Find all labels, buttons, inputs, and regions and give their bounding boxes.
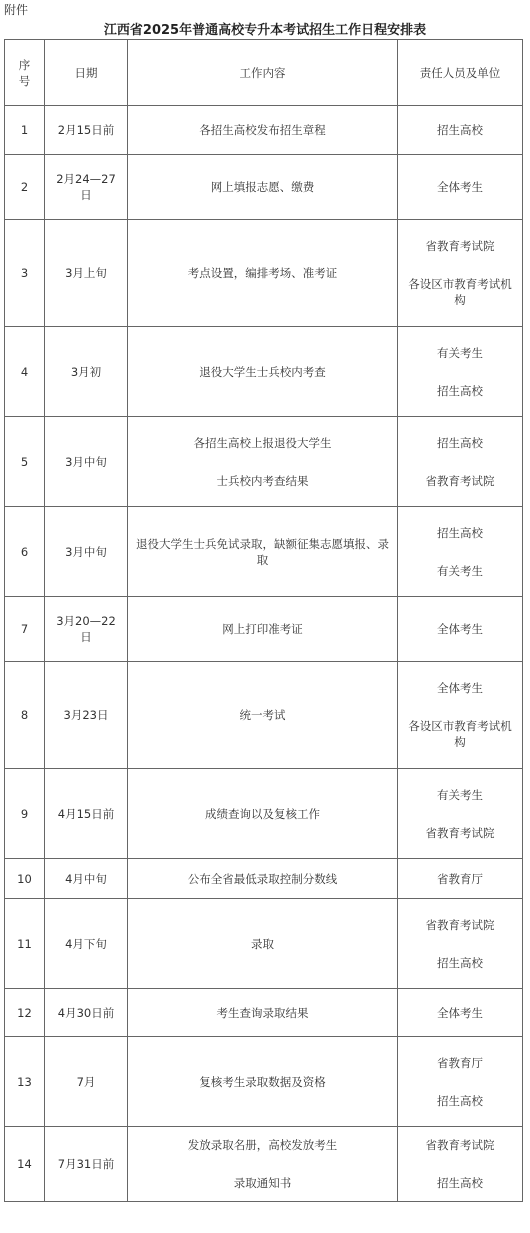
row-unit [398,899,523,989]
row-unit-line: 招生高校 [437,1176,483,1190]
row-unit [398,106,523,155]
row-unit-line: 招生高校 [437,525,483,540]
row-task [128,327,398,417]
row-number: 4 [5,327,45,417]
row-unit-line: 省教育考试院 [425,917,495,932]
row-task [128,220,398,327]
header-task: 工作内容 [128,40,398,106]
table-row [5,597,523,662]
row-number: 11 [5,899,45,989]
table-row [5,1127,523,1202]
row-date: 7月 [45,1037,128,1127]
row-date: 2月24—27日 [45,155,128,220]
table-row [5,507,523,597]
document-title: 江西省2025年普通高校专升本考试招生工作日程安排表 [103,23,427,38]
header-unit: 责任人员及单位 [398,40,523,106]
row-task-line: 录取通知书 [233,1176,292,1190]
row-unit-line: 全体考生 [437,1005,483,1020]
row-number: 14 [5,1127,45,1202]
row-number: 1 [5,106,45,155]
row-unit-line: 有关考生 [437,345,483,360]
row-task-line: 成绩查询以及复核工作 [205,806,320,821]
row-unit [398,155,523,220]
row-task-line: 退役大学生士兵校内考查 [199,364,326,379]
row-date: 7月31日前 [45,1127,128,1202]
row-task-line: 考生查询录取结果 [216,1005,309,1020]
row-number: 8 [5,662,45,769]
row-unit-line: 招生高校 [437,435,483,450]
row-number: 9 [5,769,45,859]
row-unit-line: 省教育考试院 [425,825,495,840]
table-header-row [5,40,523,106]
row-task-line: 网上打印准考证 [222,622,303,636]
row-number: 5 [5,417,45,507]
row-unit-line: 招生高校 [437,383,483,398]
row-unit-line: 省教育考试院 [425,1138,495,1152]
table-row [5,106,523,155]
row-task-line: 网上填报志愿、缴费 [210,180,315,194]
row-unit [398,769,523,859]
row-task [128,106,398,155]
row-unit-line: 全体考生 [437,681,483,695]
row-date: 4月下旬 [45,899,128,989]
table-row [5,327,523,417]
table-body [5,106,523,1202]
row-date: 3月中旬 [45,417,128,507]
row-task [128,1127,398,1202]
row-unit [398,859,523,899]
row-task [128,155,398,220]
header-date: 日期 [45,40,128,106]
row-number: 7 [5,597,45,662]
row-unit-line: 各设区市教育考试机构 [408,719,512,749]
row-unit-line: 省教育考试院 [425,239,495,253]
table-row [5,769,523,859]
row-date: 3月23日 [45,662,128,769]
row-task [128,989,398,1037]
row-unit [398,1127,523,1202]
row-task [128,859,398,899]
row-task-line: 士兵校内考查结果 [216,473,309,488]
row-task [128,899,398,989]
row-task-line: 考点设置，编排考场、准考证 [187,266,338,280]
row-task [128,597,398,662]
row-task-line: 公布全省最低录取控制分数线 [187,871,338,886]
header-no [5,40,45,106]
row-date: 4月15日前 [45,769,128,859]
table-row [5,220,523,327]
table-row [5,662,523,769]
row-date: 3月上旬 [45,220,128,327]
row-date: 3月20—22日 [45,597,128,662]
row-task [128,507,398,597]
table-row [5,989,523,1037]
row-unit-line: 全体考生 [437,180,483,194]
row-number: 12 [5,989,45,1037]
row-task-line: 退役大学生士兵免试录取，缺额征集志愿填报、录取 [136,536,389,567]
row-unit-line: 全体考生 [437,622,483,636]
row-number: 10 [5,859,45,899]
row-task-line: 各招生高校发布招生章程 [199,123,326,137]
attachment-label: 附件 [4,3,29,17]
row-unit [398,662,523,769]
row-unit-line: 招生高校 [437,123,483,137]
row-date: 4月30日前 [45,989,128,1037]
table-row [5,899,523,989]
row-unit [398,989,523,1037]
row-task [128,662,398,769]
row-unit-line: 有关考生 [437,787,483,802]
row-task-line: 统一考试 [239,708,286,722]
row-task-line: 发放录取名册，高校发放考生 [187,1138,338,1152]
row-unit-line: 招生高校 [437,955,483,970]
row-unit [398,417,523,507]
row-number: 13 [5,1037,45,1127]
schedule-table [4,39,523,1202]
row-date: 2月15日前 [45,106,128,155]
row-task [128,417,398,507]
table-row [5,417,523,507]
table-row [5,859,523,899]
row-task-line: 复核考生录取数据及资格 [199,1074,326,1089]
row-unit-line: 有关考生 [437,563,483,578]
row-number: 6 [5,507,45,597]
row-unit [398,1037,523,1127]
row-number: 2 [5,155,45,220]
row-unit-line: 省教育厅 [437,871,483,886]
row-unit [398,220,523,327]
header-no-label: 序号 [18,57,31,88]
row-unit [398,597,523,662]
row-date: 3月中旬 [45,507,128,597]
table-row [5,1037,523,1127]
row-task [128,1037,398,1127]
row-unit [398,327,523,417]
row-unit [398,507,523,597]
row-number: 3 [5,220,45,327]
row-date: 4月中旬 [45,859,128,899]
row-task-line: 录取 [251,936,274,951]
row-unit-line: 招生高校 [437,1093,483,1108]
row-unit-line: 各设区市教育考试机构 [408,277,512,307]
row-task-line: 各招生高校上报退役大学生 [193,435,332,450]
row-unit-line: 省教育考试院 [425,473,495,488]
row-task [128,769,398,859]
row-unit-line: 省教育厅 [437,1055,483,1070]
table-row [5,155,523,220]
row-date: 3月初 [45,327,128,417]
